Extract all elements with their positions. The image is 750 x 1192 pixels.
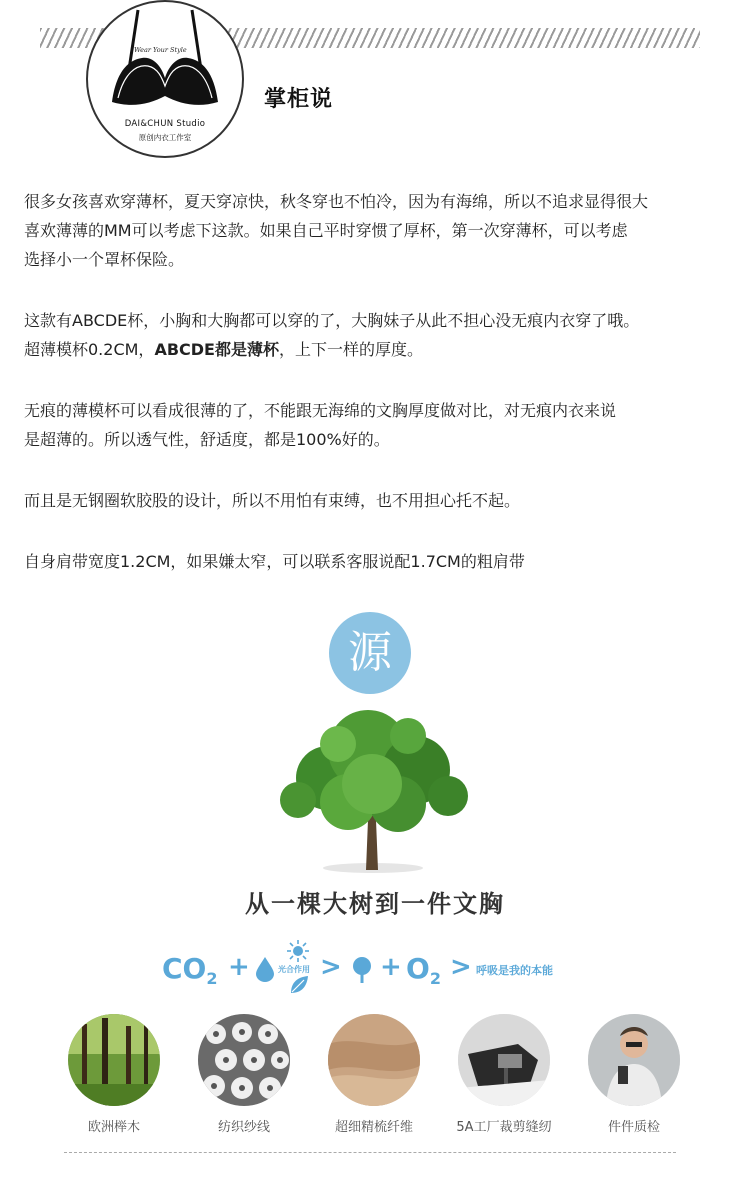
plus-sign: + [380,952,402,982]
step-sewing [454,1014,554,1135]
section-title: 掌柜说 [264,87,334,112]
forest-photo [68,1014,160,1106]
co2-label: CO [162,952,207,985]
photosynthesis-formula [160,940,620,1000]
text-line: 这款有ABCDE杯，小胸和大胸都可以穿的了，大胸妹子从此不担心没无痕内衣穿了哦。 [24,311,640,330]
arrow-sign: > [450,952,472,982]
store-header [0,0,750,170]
leaf-icon [288,974,310,996]
step-label: 件件质检 [607,1120,660,1135]
plus-sign: + [228,952,250,982]
logo-subtitle: 原创内衣工作室 [138,133,192,142]
text-line [24,335,736,364]
o2-subscript: 2 [429,969,441,988]
bold-text-segment: ABCDE都是薄杯 [154,340,279,359]
paragraph-4 [24,486,736,515]
step-fiber [324,1014,424,1135]
source-badge: 源 [329,612,411,694]
quality-check-icon [588,1014,680,1106]
breath-label: 呼吸是我的本能 [476,964,553,977]
yarn-photo [198,1014,290,1106]
forest-icon [68,1014,160,1106]
text-segment: ，上下一样的厚度。 [278,340,423,359]
photosynthesis-label: 光合作用 [278,965,310,974]
hatch-decoration-right [222,28,700,48]
logo-brand: DAI&CHUN Studio [124,119,206,129]
studio-logo [86,0,244,158]
paragraph-2 [24,306,736,364]
step-label: 欧洲榉木 [87,1120,140,1135]
step-yarn [194,1014,294,1135]
sun-icon [284,940,312,962]
text-segment: 超薄模杯0.2CM， [24,340,155,359]
fiber-fabric-icon [328,1014,420,1106]
o2-text [406,952,441,988]
step-forest [64,1014,164,1135]
water-drop-icon [254,956,276,982]
production-steps [64,1014,684,1134]
text-line: 自身肩带宽度1.2CM，如果嫌太窄，可以联系客服说配1.7CM的粗肩带 [24,552,525,571]
slogan: 从一棵大树到一件文胸 [245,890,505,918]
sewing-photo [458,1014,550,1106]
logo-tagline: Wear Your Style [134,46,187,54]
inspection-photo [588,1014,680,1106]
co2-text [162,952,218,988]
tree-illustration [268,700,478,884]
dashed-divider [64,1152,676,1153]
step-label: 5A工厂裁剪缝纫 [456,1120,552,1135]
step-label: 超细精梳纤维 [334,1120,413,1135]
fabric-photo [328,1014,420,1106]
paragraph-1 [24,187,736,274]
text-line: 是超薄的。所以透气性，舒适度，都是100%好的。 [24,430,390,449]
text-line: 无痕的薄模杯可以看成很薄的了，不能跟无海绵的文胸厚度做对比，对无痕内衣来说 [24,401,617,420]
text-line: 很多女孩喜欢穿薄杯，夏天穿凉快，秋冬穿也不怕冷，因为有海绵，所以不追求显得很大 [24,192,649,211]
text-line: 选择小一个罩杯保险。 [24,250,185,269]
description-text [24,187,736,608]
step-quality-check [584,1014,684,1135]
arrow-sign: > [320,952,342,982]
paragraph-5 [24,547,736,576]
step-label: 纺织纱线 [217,1120,270,1135]
text-line: 而且是无钢圈软胶股的设计，所以不用怕有束缚，也不用担心托不起。 [24,491,521,510]
tree-icon [268,700,478,880]
small-tree-icon [350,956,374,984]
sewing-machine-icon [458,1014,550,1106]
co2-subscript: 2 [206,969,218,988]
yarn-spools-icon [198,1014,290,1106]
paragraph-3 [24,396,736,454]
text-line: 喜欢薄薄的MM可以考虑下这款。如果自己平时穿惯了厚杯，第一次穿薄杯，可以考虑 [24,221,628,240]
o2-label: O [406,952,430,985]
